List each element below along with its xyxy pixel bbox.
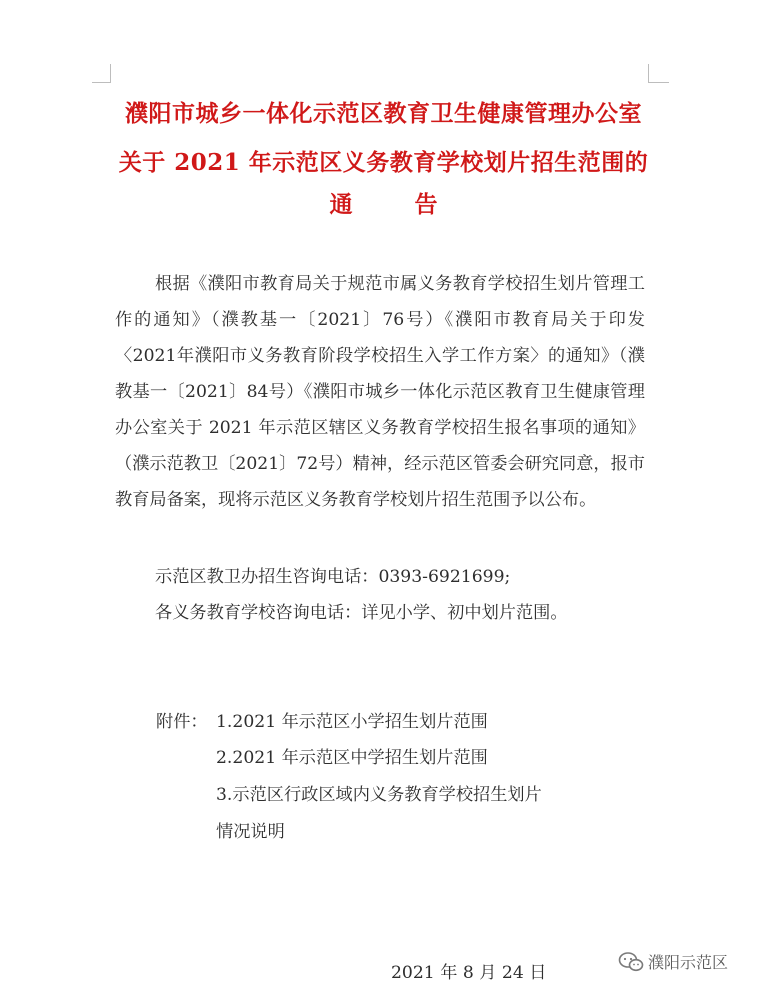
- attachment-label: 附件：: [156, 712, 208, 732]
- school-contact-line: 各义务教育学校咨询电话：详见小学、初中划片范围。: [155, 603, 568, 623]
- notice-title-line-1: 濮阳市城乡一体化示范区教育卫生健康管理办公室: [125, 100, 642, 127]
- notice-date: 2021 年 8 月 24 日: [391, 963, 547, 983]
- attachment-item-2: 2.2021 年示范区中学招生划片范围: [216, 748, 488, 768]
- notice-title-line-3: [0, 186, 767, 219]
- watermark-text: 濮阳示范区: [648, 953, 729, 972]
- notice-title-line-2: 关于 2021 年示范区义务教育学校划片招生范围的: [118, 149, 649, 176]
- wechat-official-icon: [618, 951, 644, 973]
- body-paragraph: 根据《濮阳市教育局关于规范市属义务教育学校招生划片管理工作的通知》（濮教基一〔2021〕76号）《濮阳市教育局关于印发〈2021年濮阳市义务教育阶段学校招生入学工作方案〉的通知》（濮教基一〔2021〕84号）《濮阳市城乡一体化示范区教育卫生健康管理办公室关于 2021 年示范区辖区义务教育学校招生报名事项的通知》（濮示范教卫〔2021〕72号）精神，经示范区管委会研究同意，报市教育局备案，现将示范区义务教育学校划片招生范围予以公布。: [115, 274, 645, 510]
- wechat-watermark: [618, 950, 728, 973]
- attachment-item-1: 1.2021 年示范区小学招生划片范围: [216, 712, 488, 732]
- attachment-item-3: 3.示范区行政区域内义务教育学校招生划片: [216, 785, 542, 805]
- page-corner-mark-top-right: [648, 64, 669, 83]
- notice-title-char-2: 告: [414, 191, 438, 218]
- contact-phone-line: 示范区教卫办招生咨询电话：0393-6921699;: [155, 567, 511, 587]
- page-corner-mark-top-left: [92, 64, 111, 83]
- notice-title-char-1: 通: [329, 191, 353, 218]
- attachment-item-3-continued: 情况说明: [216, 822, 285, 842]
